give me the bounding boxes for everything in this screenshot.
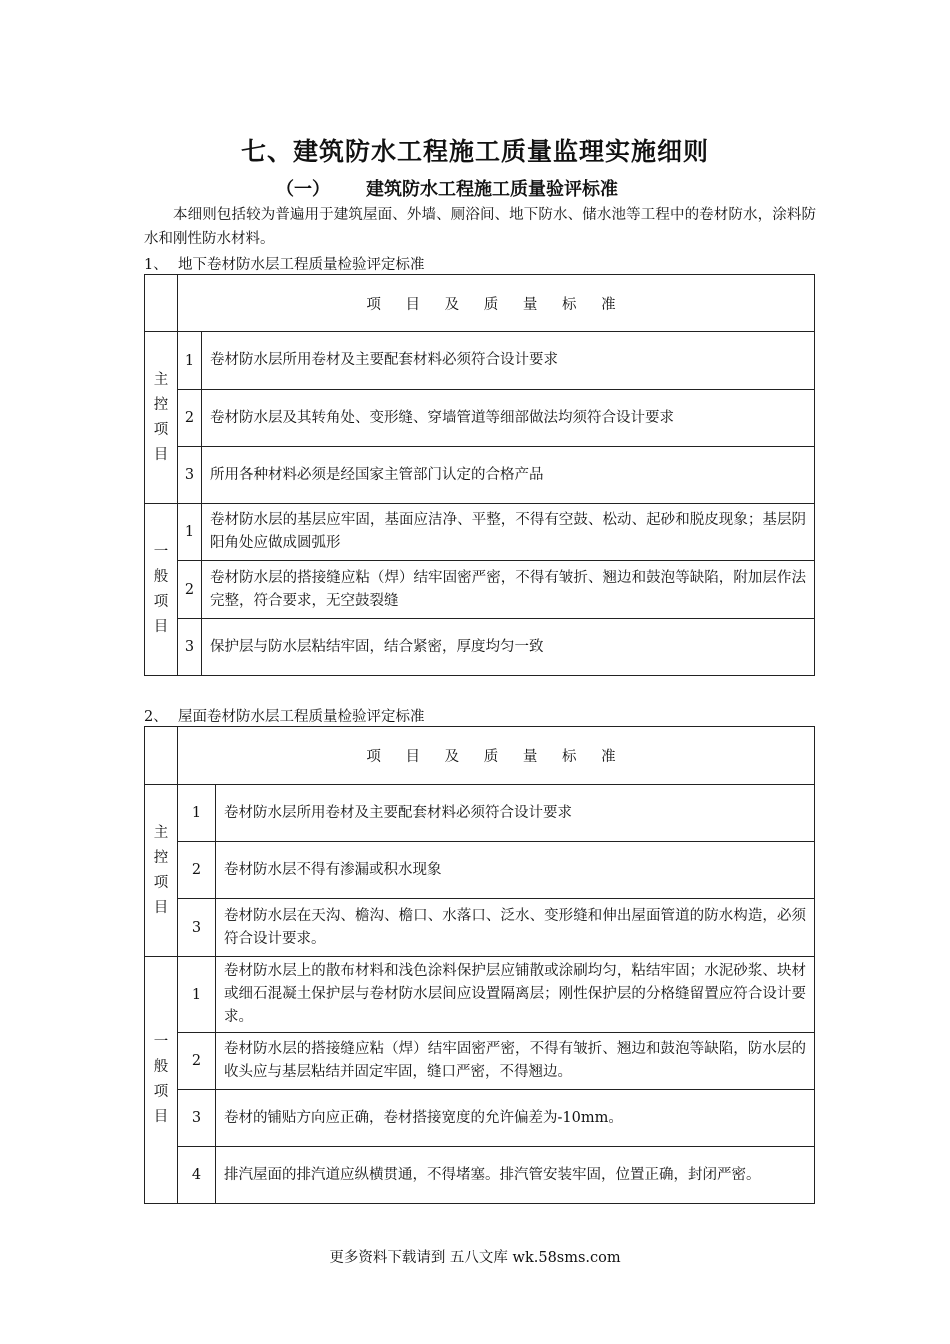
item-number: 1 [178, 332, 202, 390]
blank-cell [145, 727, 178, 785]
general-category-label: 一 般 项 目 [145, 957, 178, 1204]
item-number: 1 [178, 957, 216, 1033]
subtitle-number: （一） [276, 179, 330, 200]
section1-heading [144, 253, 425, 274]
table-row [145, 957, 815, 1033]
item-text: 卷材防水层所用卷材及主要配套材料必须符合设计要求 [202, 332, 815, 390]
section2-heading [144, 705, 425, 726]
table-header-row [145, 727, 815, 785]
item-text: 卷材防水层及其转角处、变形缝、穿墙管道等细部做法均须符合设计要求 [202, 390, 815, 447]
table-row [145, 1147, 815, 1204]
item-number: 4 [178, 1147, 216, 1204]
item-number: 2 [178, 561, 202, 619]
item-text: 卷材防水层的搭接缝应粘（焊）结牢固密严密，不得有皱折、翘边和鼓泡等缺陷，附加层作法完整，符合要求，无空鼓裂缝 [202, 561, 815, 619]
item-number: 2 [178, 1033, 216, 1090]
item-number: 3 [178, 1090, 216, 1147]
table-header: 项 目 及 质 量 标 准 [178, 727, 815, 785]
section1-heading-text: 地下卷材防水层工程质量检验评定标准 [178, 257, 425, 273]
item-number: 3 [178, 447, 202, 504]
table-row [145, 332, 815, 390]
page-title: 七、建筑防水工程施工质量监理实施细则 [240, 137, 709, 166]
table-row [145, 1090, 815, 1147]
item-number: 1 [178, 504, 202, 561]
item-number: 2 [178, 390, 202, 447]
footer-link-text: 更多资料下载请到 五八文库 wk.58sms.com [329, 1250, 621, 1266]
section1-table [144, 274, 815, 676]
section1-number: 1、 [144, 257, 168, 273]
table-row [145, 899, 815, 957]
table-row [145, 785, 815, 842]
table-row [145, 390, 815, 447]
item-text: 卷材防水层不得有渗漏或积水现象 [216, 842, 815, 899]
section2-heading-text: 屋面卷材防水层工程质量检验评定标准 [178, 709, 425, 725]
section2-number: 2、 [144, 709, 168, 725]
table-row [145, 561, 815, 619]
item-text: 卷材防水层所用卷材及主要配套材料必须符合设计要求 [216, 785, 815, 842]
table-row [145, 447, 815, 504]
item-text: 所用各种材料必须是经国家主管部门认定的合格产品 [202, 447, 815, 504]
item-text: 保护层与防水层粘结牢固，结合紧密，厚度均匀一致 [202, 619, 815, 676]
main-category-label: 主 控 项 目 [145, 785, 178, 957]
item-text: 卷材防水层在天沟、檐沟、檐口、水落口、泛水、变形缝和伸出屋面管道的防水构造，必须符合设计要求。 [216, 899, 815, 957]
section2-table [144, 726, 815, 1204]
table-header-row [145, 275, 815, 332]
item-number: 3 [178, 899, 216, 957]
item-number: 1 [178, 785, 216, 842]
table-row [145, 504, 815, 561]
item-text: 卷材防水层上的散布材料和浅色涂料保护层应铺散或涂刷均匀，粘结牢固；水泥砂浆、块材或细石混凝土保护层与卷材防水层间应设置隔离层；刚性保护层的分格缝留置应符合设计要求。 [216, 957, 815, 1033]
table-row [145, 842, 815, 899]
main-category-label: 主 控 项 目 [145, 332, 178, 504]
table-header: 项 目 及 质 量 标 准 [178, 275, 815, 332]
item-number: 3 [178, 619, 202, 676]
item-text: 卷材防水层的搭接缝应粘（焊）结牢固密严密，不得有皱折、翘边和鼓泡等缺陷，防水层的收头应与基层粘结并固定牢固，缝口严密，不得翘边。 [216, 1033, 815, 1090]
item-text: 卷材的铺贴方向应正确，卷材搭接宽度的允许偏差为-10mm。 [216, 1090, 815, 1147]
item-text: 排汽屋面的排汽道应纵横贯通，不得堵塞。排汽管安装牢固，位置正确，封闭严密。 [216, 1147, 815, 1204]
table-row [145, 619, 815, 676]
table-row [145, 1033, 815, 1090]
item-text: 卷材防水层的基层应牢固，基面应洁净、平整，不得有空鼓、松动、起砂和脱皮现象；基层阴阳角处应做成圆弧形 [202, 504, 815, 561]
blank-cell [145, 275, 178, 332]
subtitle-text: 建筑防水工程施工质量验评标准 [366, 179, 618, 200]
item-number: 2 [178, 842, 216, 899]
general-category-label: 一 般 项 目 [145, 504, 178, 676]
intro-paragraph: 本细则包括较为普遍用于建筑屋面、外墙、厕浴间、地下防水、储水池等工程中的卷材防水，涂料防水和刚性防水材料。 [144, 207, 816, 247]
section-subtitle [276, 175, 618, 201]
